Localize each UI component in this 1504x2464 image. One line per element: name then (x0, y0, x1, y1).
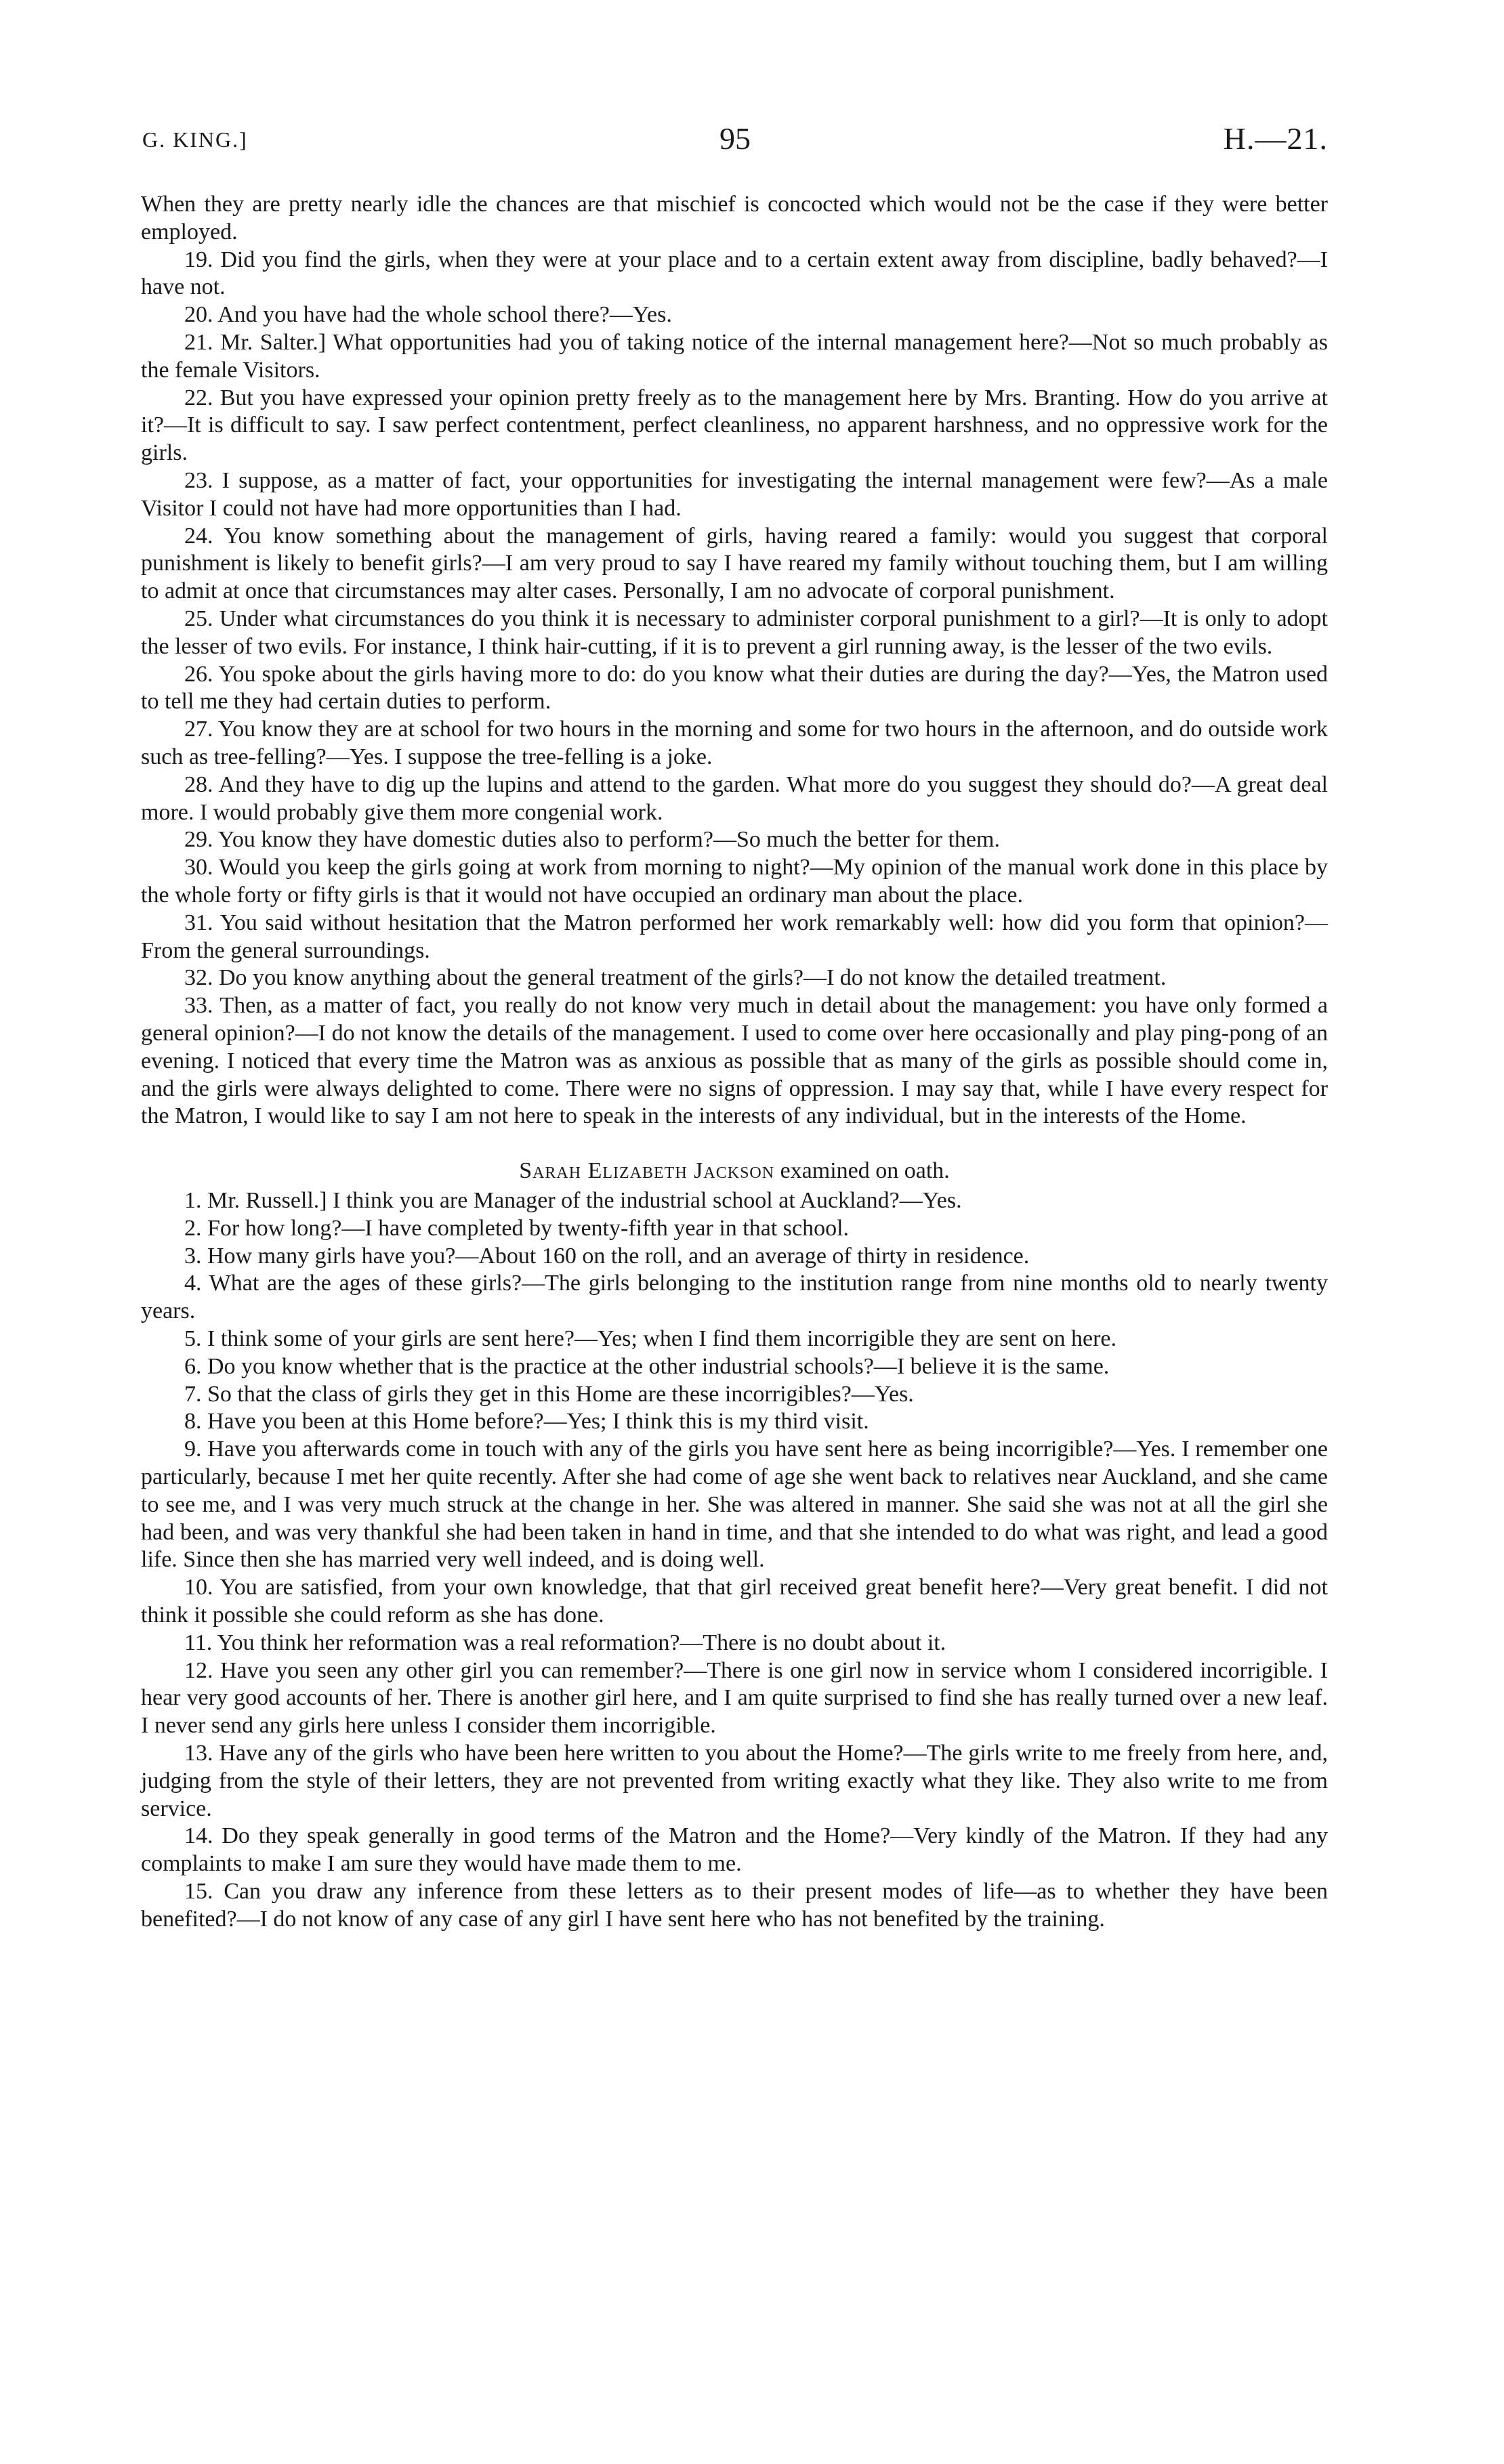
page-body (141, 191, 1328, 1934)
paper-reference: H.—21. (1223, 121, 1328, 156)
question-19: 19. Did you find the girls, when they were at your place and to a certain extent away from discipline, badly behaved?—I have not. (141, 247, 1328, 300)
question-5: 5. I think some of your girls are sent here?—Yes; when I find them incorrigible they are sent on here. (184, 1326, 1117, 1352)
question-29: 29. You know they have domestic duties also to perform?—So much the better for them. (184, 827, 1000, 853)
question-4: 4. What are the ages of these girls?—The girls belonging to the institution range from nine months old to nearly twenty years. (141, 1271, 1328, 1324)
page-number: 95 (719, 121, 751, 156)
question-8: 8. Have you been at this Home before?—Yes; I think this is my third visit. (184, 1409, 869, 1435)
question-15: 15. Can you draw any inference from these letters as to their present modes of life—as to whether they have been benefited?—I do not know of any case of any girl I have sent here who has not benefited by the training. (141, 1879, 1328, 1932)
question-27: 27. You know they are at school for two hours in the morning and some for two hours in the afternoon, and do outside work such as tree-felling?—Yes. I suppose the tree-felling is a joke. (141, 717, 1328, 769)
question-13: 13. Have any of the girls who have been here written to you about the Home?—The girls write to me freely from here, and, judging from the style of their letters, they are not prevented from writing exactly what they like. They also write to me from service. (141, 1741, 1328, 1821)
question-25: 25. Under what circumstances do you think it is necessary to administer corporal punishment to a girl?—It is only to adopt the lesser of two evils. For instance, I think hair-cutting, if it is to prevent a girl running away, is the lesser of the two evils. (141, 606, 1328, 659)
header-witness-name: G. KING.] (142, 127, 248, 152)
question-14: 14. Do they speak generally in good terms of the Matron and the Home?—Very kindly of the Matron. If they had any complaints to make I am sure they would have made them to me. (141, 1823, 1328, 1877)
witness-heading (141, 1157, 1328, 1185)
question-30: 30. Would you keep the girls going at work from morning to night?—My opinion of the manual work done in this place by the whole forty or fifty girls is that it would not have occupied an ordinary man about the place. (141, 855, 1328, 908)
question-28: 28. And they have to dig up the lupins and attend to the garden. What more do you suggest they should do?—A great deal more. I would probably give them more congenial work. (141, 771, 1328, 825)
question-26: 26. You spoke about the girls having more to do: do you know what their duties are during the day?—Yes, the Matron used to tell me they had certain duties to perform. (141, 661, 1328, 715)
question-22: 22. But you have expressed your opinion pretty freely as to the management here by Mrs. Branting. How do you arrive at it?—It is difficult to say. I saw perfect contentment, perfect cleanliness, no apparent harshness, and no oppressive work for the girls. (141, 385, 1328, 466)
question-10: 10. You are satisfied, from your own knowledge, that that girl received great benefit here?—Very great benefit. I did not think it possible she could reform as she has done. (141, 1575, 1328, 1628)
question-31: 31. You said without hesitation that the Matron performed her work remarkably well: how did you form that opinion?—From the general surroundings. (141, 910, 1328, 963)
question-1: 1. Mr. Russell.] I think you are Manager of the industrial school at Auckland?—Yes. (184, 1188, 962, 1214)
witness-name: Sarah Elizabeth Jackson (519, 1158, 775, 1184)
question-9: 9. Have you afterwards come in touch with any of the girls you have sent here as being incorrigible?—Yes. I remember one particularly, because I met her quite recently. After she had come of age she went back to relatives near Auckland, and she came to see me, and I was very much struck at the change in her. She was altered in manner. She said she was not at all the girl she had been, and was very thankful she had been taken in hand in time, and that she intended to do what was right, and lead a good life. Since then she has married very well indeed, and is doing well. (141, 1437, 1328, 1573)
question-32: 32. Do you know anything about the general treatment of the girls?—I do not know the detailed treatment. (184, 965, 1167, 991)
paragraph-intro: When they are pretty nearly idle the chances are that mischief is concocted which would not be the case if they were better employed. (141, 192, 1328, 245)
question-12: 12. Have you seen any other girl you can remember?—There is one girl now in service whom I considered incorrigible. I hear very good accounts of her. There is another girl here, and I am quite surprised to find she has really turned over a new leaf. I never send any girls here unless I consider them incorrigible. (141, 1657, 1328, 1739)
witness-oath: examined on oath. (780, 1158, 950, 1184)
question-3: 3. How many girls have you?—About 160 on the roll, and an average of thirty in residence. (184, 1243, 1030, 1269)
question-2: 2. For how long?—I have completed by twenty-fifth year in that school. (184, 1215, 850, 1241)
question-23: 23. I suppose, as a matter of fact, your opportunities for investigating the internal management were few?—As a male Visitor I could not have had more opportunities than I had. (141, 467, 1328, 521)
question-6: 6. Do you know whether that is the practice at the other industrial schools?—I believe it is the same. (184, 1353, 1110, 1379)
question-20: 20. And you have had the whole school there?—Yes. (184, 302, 672, 328)
page-header (142, 121, 1328, 161)
question-24: 24. You know something about the management of girls, having reared a family: would you suggest that corporal punishment is likely to benefit girls?—I am very proud to say I have reared my family without touching them, but I am willing to admit at once that circumstances may alter cases. Personally, I am no advocate of corporal punishment. (141, 523, 1328, 604)
question-21: 21. Mr. Salter.] What opportunities had you of taking notice of the internal management here?—Not so much probably as the female Visitors. (141, 329, 1328, 383)
question-7: 7. So that the class of girls they get in this Home are these incorrigibles?—Yes. (184, 1381, 914, 1407)
question-11: 11. You think her reformation was a real reformation?—There is no doubt about it. (184, 1630, 946, 1655)
question-33: 33. Then, as a matter of fact, you really do not know very much in detail about the management: you have only formed a general opinion?—I do not know the details of the management. I used to come over here occasionally and play ping-pong of an evening. I noticed that every time the Matron was as anxious as possible that as many of the girls as possible should come in, and the girls were always delighted to come. There were no signs of oppression. I may say that, while I have every respect for the Matron, I would like to say I am not here to speak in the interests of any individual, but in the interests of the Home. (141, 993, 1328, 1129)
